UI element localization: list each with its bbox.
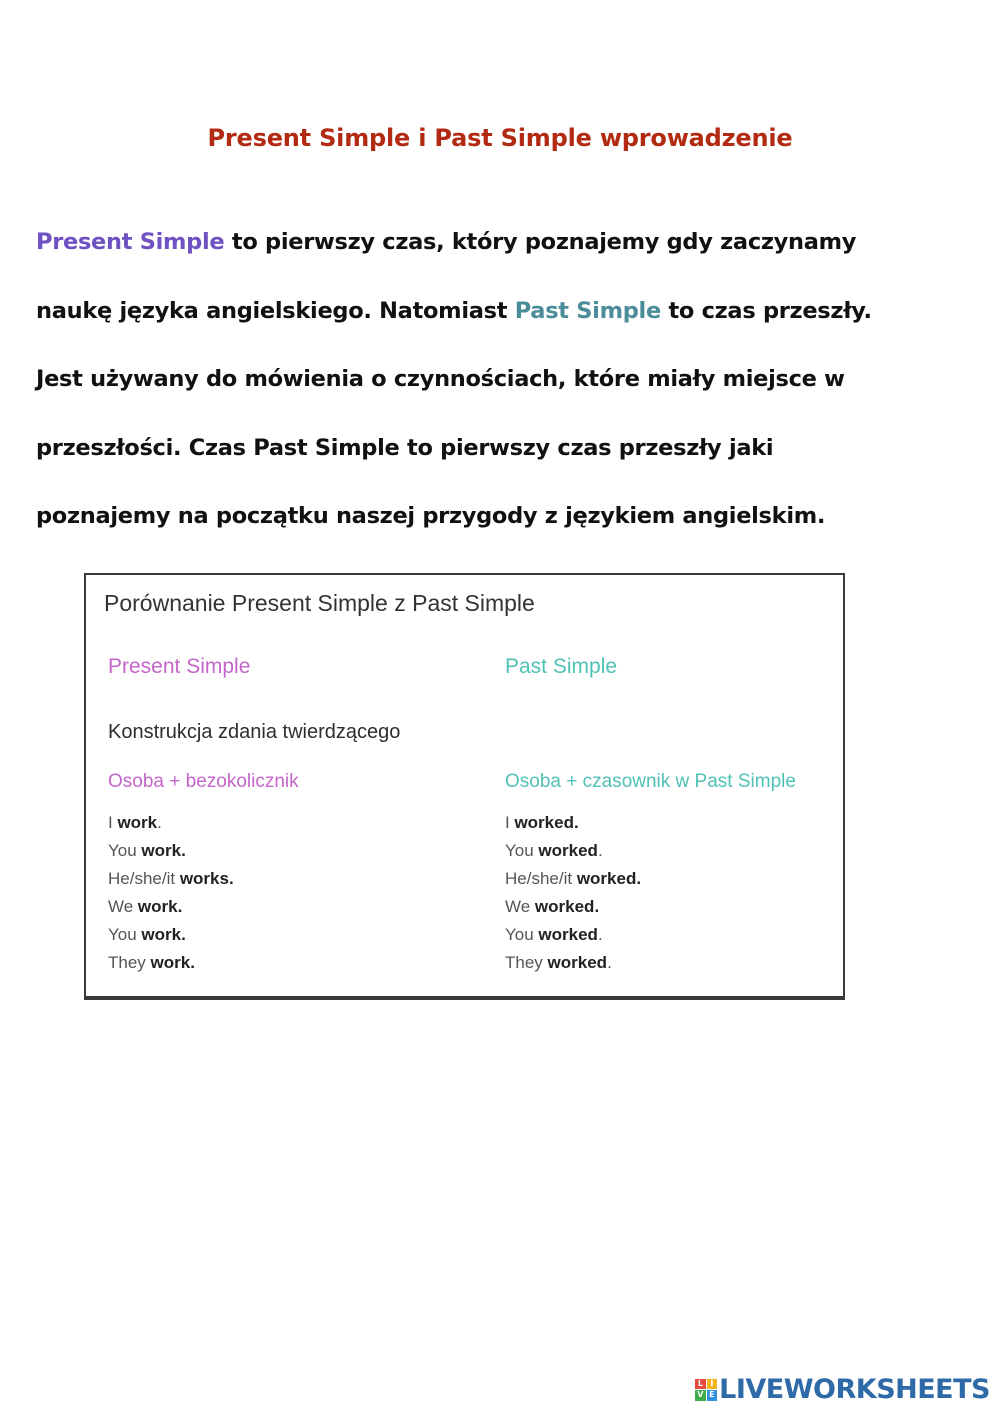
example-verb: worked.: [514, 813, 579, 832]
example-verb: work.: [137, 897, 183, 916]
past-example: [505, 869, 641, 897]
present-example: [108, 869, 234, 897]
past-example: [505, 813, 641, 841]
past-example: [505, 953, 641, 981]
construction-heading: Konstrukcja zdania twierdzącego: [108, 721, 401, 743]
past-simple-highlight: Past Simple: [514, 297, 661, 324]
present-examples-list: [108, 813, 234, 981]
intro-line-1: [36, 208, 976, 277]
present-example: [108, 813, 234, 841]
example-verb: worked.: [576, 869, 642, 888]
present-formula: Osoba + bezokolicznik: [108, 771, 299, 792]
example-verb: worked: [538, 841, 598, 860]
past-examples-list: [505, 813, 641, 981]
intro-line-2-before: naukę języka angielskiego. Natomiast: [36, 297, 515, 324]
example-verb: work.: [150, 953, 195, 972]
present-example: [108, 953, 234, 981]
example-subject: He/she/it: [505, 869, 577, 888]
example-end: .: [607, 953, 612, 972]
intro-line-1-text: to pierwszy czas, który poznajemy gdy zaczynamy: [224, 229, 857, 255]
example-end: .: [157, 813, 162, 832]
past-example: [505, 841, 641, 869]
example-verb: worked: [547, 953, 608, 972]
liveworksheets-logo-icon: [695, 1379, 717, 1401]
example-subject: I: [108, 813, 118, 832]
present-example: [108, 841, 234, 869]
past-simple-heading: Past Simple: [505, 655, 618, 678]
logo-letter: V: [695, 1390, 706, 1401]
example-verb: work: [117, 813, 158, 832]
liveworksheets-brand: [695, 1374, 990, 1405]
example-subject: They: [108, 953, 151, 972]
example-end: .: [597, 925, 603, 944]
comparison-title: Porównanie Present Simple z Past Simple: [104, 590, 535, 616]
intro-line-2: [36, 277, 976, 346]
logo-letter: L: [695, 1379, 706, 1390]
present-simple-highlight: Present Simple: [36, 229, 225, 255]
past-formula: Osoba + czasownik w Past Simple: [505, 771, 796, 792]
logo-letter: E: [707, 1390, 718, 1401]
intro-line-2-after: to czas przeszły.: [660, 297, 872, 324]
example-verb: worked.: [534, 897, 600, 916]
comparison-box: [84, 573, 845, 1000]
example-subject: They: [505, 953, 548, 972]
example-subject: You: [505, 925, 539, 944]
present-example: [108, 925, 234, 953]
logo-letter: I: [707, 1379, 718, 1390]
example-verb: work.: [141, 841, 186, 860]
intro-line-3: Jest używany do mówienia o czynnościach, które miały miejsce w: [36, 366, 845, 392]
intro-paragraph: [36, 208, 976, 551]
present-example: [108, 897, 234, 925]
example-verb: worked: [538, 925, 598, 944]
present-simple-heading: Present Simple: [108, 655, 251, 678]
page-title: Present Simple i Past Simple wprowadzenie: [207, 124, 793, 152]
example-verb: work.: [141, 925, 186, 944]
example-verb: works.: [179, 869, 234, 888]
example-subject: I: [505, 813, 515, 832]
intro-line-4: przeszłości. Czas Past Simple to pierwszy czas przeszły jaki: [36, 434, 774, 461]
example-subject: You: [108, 925, 142, 944]
example-subject: You: [108, 841, 142, 860]
example-subject: You: [505, 841, 539, 860]
example-subject: He/she/it: [108, 869, 180, 888]
liveworksheets-wordmark: LIVEWORKSHEETS: [719, 1374, 990, 1405]
example-end: .: [597, 841, 603, 860]
intro-line-5: poznajemy na początku naszej przygody z językiem angielskim.: [36, 503, 826, 529]
past-example: [505, 925, 641, 953]
example-subject: We: [108, 897, 138, 916]
past-example: [505, 897, 641, 925]
example-subject: We: [505, 897, 535, 916]
